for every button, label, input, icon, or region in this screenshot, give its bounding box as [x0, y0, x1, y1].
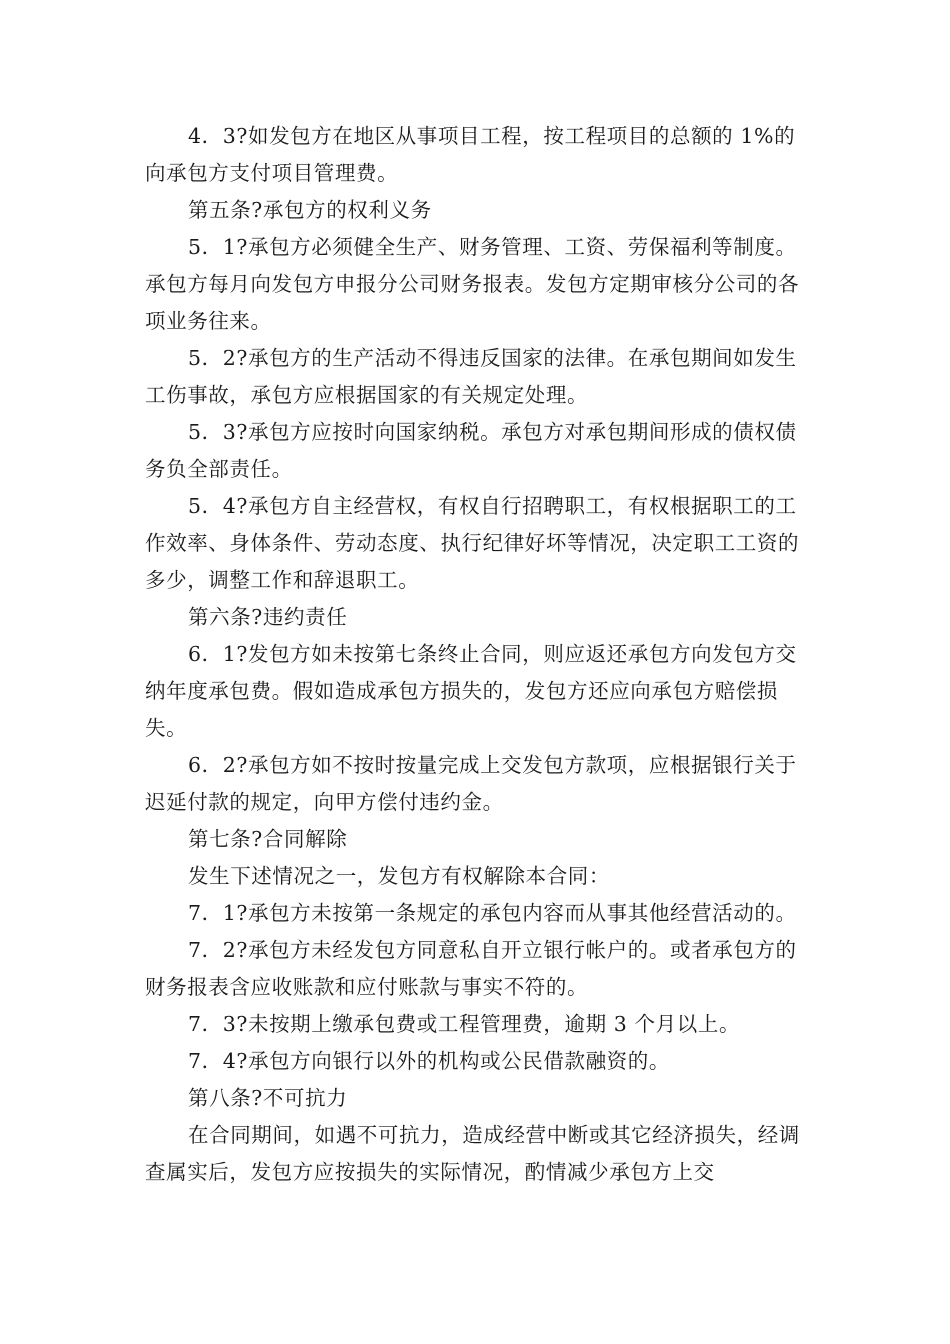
heading-article-7: 第七条?合同解除 — [188, 827, 348, 851]
paragraph-6-2: 6．2?承包方如不按时按量完成上交发包方款项，应根据银行关于迟延付款的规定，向甲方偿付违约金。 — [145, 753, 797, 814]
heading-article-5: 第五条?承包方的权利义务 — [188, 198, 432, 222]
paragraph-7-2: 7．2?承包方未经发包方同意私自开立银行帐户的。或者承包方的财务报表含应收账款和应付账款与事实不符的。 — [145, 938, 797, 999]
paragraph-5-2: 5．2?承包方的生产活动不得违反国家的法律。在承包期间如发生工伤事故，承包方应根据国家的有关规定处理。 — [145, 346, 797, 407]
heading-article-6: 第六条?违约责任 — [188, 605, 348, 629]
paragraph-7-intro: 发生下述情况之一，发包方有权解除本合同： — [188, 864, 610, 888]
paragraph-7-3: 7．3?未按期上缴承包费或工程管理费，逾期 3 个月以上。 — [188, 1012, 741, 1036]
document-body — [145, 118, 810, 1191]
paragraph-5-3: 5．3?承包方应按时向国家纳税。承包方对承包期间形成的债权债务负全部责任。 — [145, 420, 797, 481]
paragraph-5-4: 5．4?承包方自主经营权，有权自行招聘职工，有权根据职工的工作效率、身体条件、劳动态度、执行纪律好坏等情况，决定职工工资的多少，调整工作和辞退职工。 — [145, 494, 800, 592]
paragraph-7-1: 7．1?承包方未按第一条规定的承包内容而从事其他经营活动的。 — [188, 901, 797, 925]
heading-article-8: 第八条?不可抗力 — [188, 1086, 348, 1110]
paragraph-5-1: 5．1?承包方必须健全生产、财务管理、工资、劳保福利等制度。承包方每月向发包方申报分公司财务报表。发包方定期审核分公司的各项业务往来。 — [145, 235, 800, 333]
paragraph-4-3: 4．3?如发包方在地区从事项目工程，按工程项目的总额的 1%的向承包方支付项目管理费。 — [145, 124, 796, 185]
paragraph-6-1: 6．1?发包方如未按第七条终止合同，则应返还承包方向发包方交纳年度承包费。假如造成承包方损失的，发包方还应向承包方赔偿损失。 — [145, 642, 797, 740]
paragraph-7-4: 7．4?承包方向银行以外的机构或公民借款融资的。 — [188, 1049, 670, 1073]
paragraph-8-body: 在合同期间，如遇不可抗力，造成经营中断或其它经济损失，经调查属实后，发包方应按损失的实际情况，酌情减少承包方上交 — [145, 1123, 800, 1184]
